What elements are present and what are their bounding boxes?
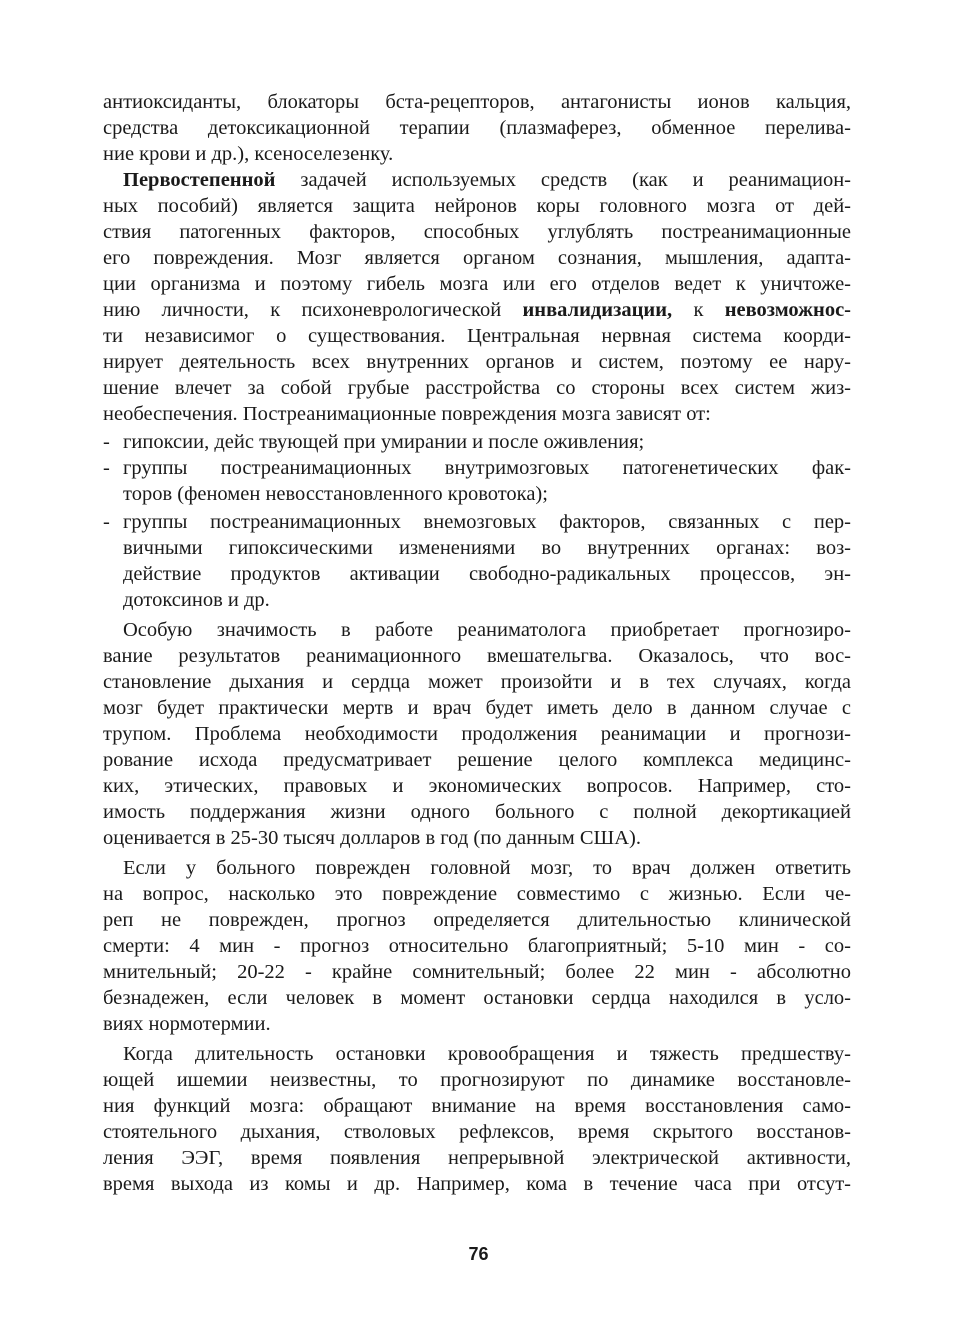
- text-span: задачей используемых средств (как и реанимацион-: [300, 169, 852, 191]
- text-line: время выхода из комы и др. Например, кома в течение часа при отсут-: [103, 1173, 851, 1195]
- text-line: мозг будет практически мертв и врач будет иметь дело в данном случае с: [103, 697, 851, 719]
- text-line: ти независимог о существования. Центральная нервная система коорди-: [103, 325, 851, 347]
- text-line: Особую значимость в работе реаниматолога приобретает прогнозиро-: [123, 619, 851, 641]
- text-line: на вопрос, насколько это повреждение совместимо с жизнью. Если че-: [103, 883, 851, 905]
- list-item: [103, 455, 851, 481]
- text-line: ных пособий) является защита нейронов коры головного мозга от дей-: [103, 195, 851, 217]
- text-line: виях нормотермии.: [103, 1013, 271, 1035]
- text-span: группы постреанимационных внутримозговых патогенетических фак-: [123, 457, 851, 479]
- text-line: реп не поврежден, прогноз определяется длительностью клинической: [103, 909, 851, 931]
- text-span: нию личности, к психоневрологической: [103, 299, 502, 321]
- text-line: Когда длительность остановки кровообращения и тяжесть предшеству-: [123, 1043, 851, 1065]
- text-line: необеспечения. Постреанимационные повреждения мозга зависят от:: [103, 403, 711, 425]
- text-line: ких, этических, правовых и экономических вопросов. Например, сто-: [103, 775, 851, 797]
- text-line: нирует деятельность всех внутренних органов и систем, поэтому ее нару-: [103, 351, 851, 373]
- text-line: Если у больного поврежден головной мозг, то врач должен ответить: [123, 857, 851, 879]
- text-line: шение влечет за собой грубые расстройства со стороны всех систем жиз-: [103, 377, 851, 399]
- bold-term: инвалидизации,: [522, 299, 673, 321]
- text-line: мнительный; 20-22 - крайне сомнительный; более 22 мин - абсолютно: [103, 961, 851, 983]
- bullet-dash: -: [103, 431, 110, 453]
- text-span: к: [693, 299, 704, 321]
- text-line: вание результатов реанимационного вмешательгва. Оказалось, что вос-: [103, 645, 851, 667]
- text-span: гипоксии, дейс твующей при умирании и после оживления;: [123, 431, 645, 453]
- text-line: смерти: 4 мин - прогноз относительно благоприятный; 5-10 мин - со-: [103, 935, 851, 957]
- text-line: ющей ишемии неизвестны, то прогнозируют по динамике восстановле-: [103, 1069, 851, 1091]
- bold-term: Первостепенной: [123, 169, 276, 191]
- text-line: торов (феномен невосстановленного кровотока);: [123, 483, 548, 505]
- text-line: ния функций мозга: обращают внимание на время восстановления само-: [103, 1095, 851, 1117]
- text-line: имость поддержания жизни одного больного с полной декортикацией: [103, 801, 851, 823]
- text-line: его повреждения. Мозг является органом сознания, мышления, адапта-: [103, 247, 851, 269]
- text-line: средства детоксикационной терапии (плазмаферез, обменное перелива-: [103, 117, 851, 139]
- list-item: [103, 429, 851, 455]
- text-line: [123, 167, 851, 193]
- list-item: [103, 509, 851, 535]
- text-line: ции организма и поэтому гибель мозга или его отделов ведет к уничтоже-: [103, 273, 851, 295]
- text-span: группы постреанимационных внемозговых факторов, связанных с пер-: [123, 511, 851, 533]
- text-line: трупом. Проблема необходимости продолжения реанимации и прогнози-: [103, 723, 851, 745]
- text-line: безнадежен, если человек в момент остановки сердца находился в усло-: [103, 987, 851, 1009]
- text-line: рование исхода предусматривает решение целого комплекса медицинс-: [103, 749, 851, 771]
- text-line: дотоксинов и др.: [123, 589, 270, 611]
- page-number: 76: [468, 1244, 489, 1264]
- text-line: оценивается в 25-30 тысяч долларов в год (по данным США).: [103, 827, 641, 849]
- bullet-dash: -: [103, 457, 110, 479]
- text-line: ние крови и др.), ксеноселезенку.: [103, 143, 394, 165]
- text-line: [103, 297, 851, 323]
- text-line: ствия патогенных факторов, способных углублять постреанимационные: [103, 221, 851, 243]
- text-line: становление дыхания и сердца может произойти и в тех случаях, когда: [103, 671, 851, 693]
- text-line: вичными гипоксическими изменениями во внутренних органах: воз-: [123, 537, 851, 559]
- bold-term: невозможнос-: [724, 299, 852, 321]
- text-line: ления ЭЭГ, время появления непрерывной электрической активности,: [103, 1147, 851, 1169]
- text-line: антиоксиданты, блокаторы бста-рецепторов, антагонисты ионов кальция,: [103, 91, 851, 113]
- text-line: стоятельного дыхания, стволовых рефлексов, время скрытого восстанов-: [103, 1121, 851, 1143]
- text-line: действие продуктов активации свободно-радикальных процессов, эн-: [123, 563, 851, 585]
- bullet-dash: -: [103, 511, 110, 533]
